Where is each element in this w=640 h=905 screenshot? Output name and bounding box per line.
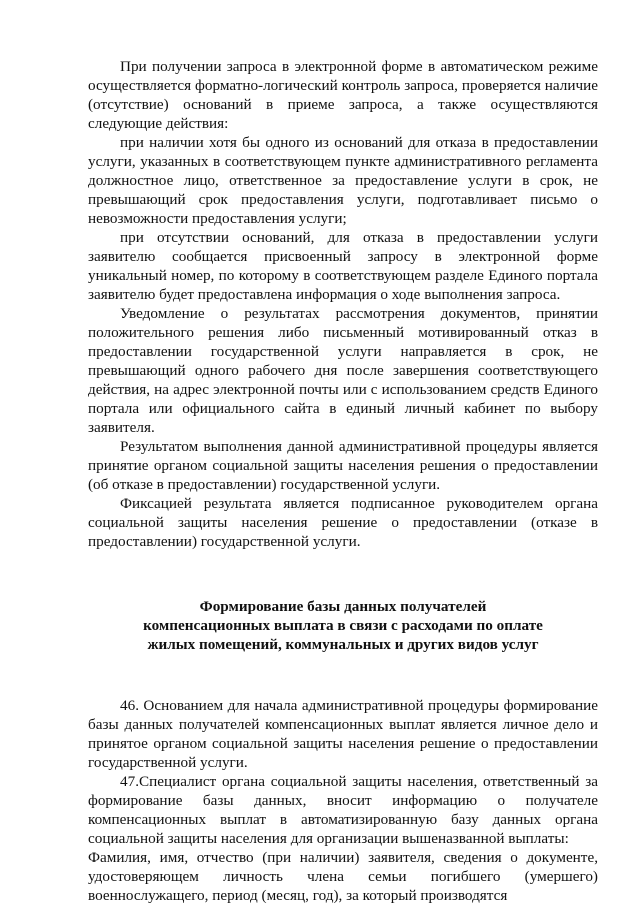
paragraph-electronic-request: При получении запроса в электронной форме в автоматическом режиме осуществляется форматно-логический контроль запроса, проверяется наличие (отсутствие) оснований в приеме запроса, а также осуществляются следующие действия:: [88, 58, 598, 132]
section-heading-line-1: Формирование базы данных получателей: [199, 598, 487, 615]
paragraph-result: Результатом выполнения данной административной процедуры является принятие органом социальной защиты населения решения о предоставлении (об отказе в предоставлении) государственной услуги.: [88, 438, 598, 493]
section-heading-line-2: компенсационных выплата в связи с расходами по оплате: [143, 617, 543, 634]
paragraph-refusal-grounds: при наличии хотя бы одного из оснований для отказа в предоставлении услуги, указанных в соответствующем пункте административного регламента должностное лицо, ответственное за предоставление услуги в срок, не превышающий срок предоставления услуги, подготавливает письмо о невозможности предоставления услуги;: [88, 134, 598, 227]
paragraph-item-47: 47.Специалист органа социальной защиты населения, ответственный за формирование базы данных, вносит информацию о получателе компенсационных выплат в автоматизированную базу данных органа социальной защиты населения для организации вышеназванной выплаты:: [88, 773, 598, 847]
section-heading: [88, 597, 598, 654]
paragraph-recipient-fields: Фамилия, имя, отчество (при наличии) заявителя, сведения о документе, удостоверяющем личность члена семьи погибшего (умершего) военнослужащего, период (месяц, год), за который производятся: [88, 849, 598, 904]
paragraph-item-46: 46. Основанием для начала административной процедуры формирование базы данных получателей компенсационных выплат является личное дело и принятое органом социальной защиты населения решение о предоставлении государственной услуги.: [88, 697, 598, 771]
paragraph-no-grounds: при отсутствии оснований, для отказа в предоставлении услуги заявителю сообщается присвоенный запросу в электронной форме уникальный номер, по которому в соответствующем разделе Единого портала заявителю будет предоставлена информация о ходе выполнения запроса.: [88, 229, 598, 303]
paragraph-fixation: Фиксацией результата является подписанное руководителем органа социальной защиты населения решение о предоставлении (отказе в предоставлении) государственной услуги.: [88, 495, 598, 550]
section-heading-line-3: жилых помещений, коммунальных и других видов услуг: [147, 636, 539, 653]
paragraph-notification: Уведомление о результатах рассмотрения документов, принятии положительного решения либо письменный мотивированный отказ в предоставлении государственной услуги направляется в срок, не превышающий одного рабочего дня после завершения соответствующего действия, на адрес электронной почты или с использованием средств Единого портала или официального сайта в единый личный кабинет по выбору заявителя.: [88, 305, 598, 436]
